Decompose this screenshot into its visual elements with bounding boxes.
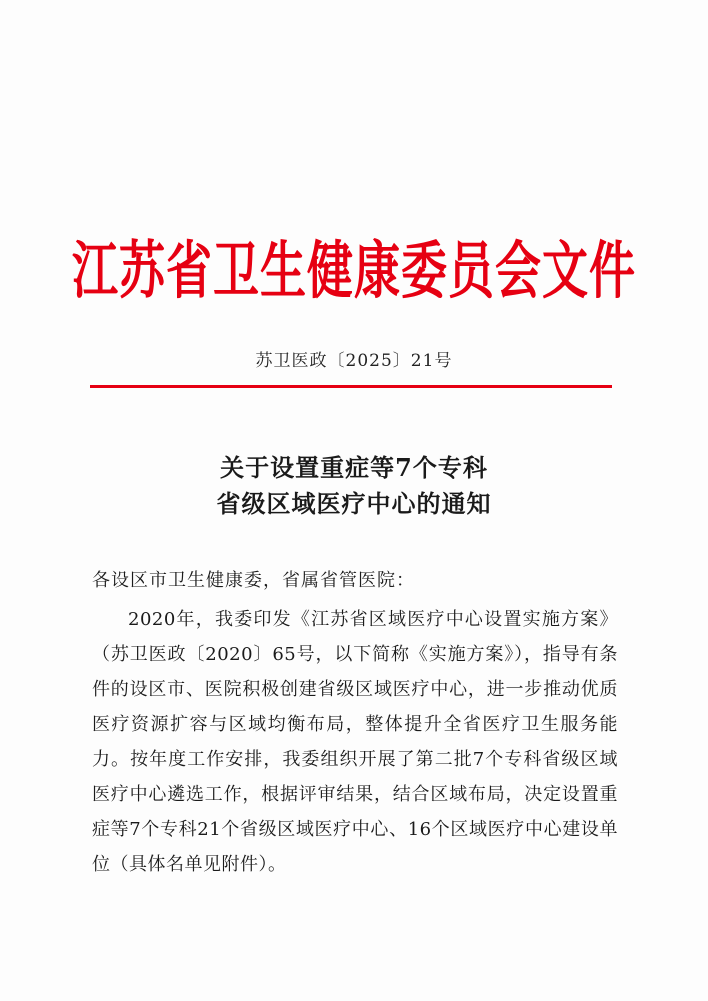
- notice-title: [0, 450, 708, 522]
- addressee: 各设区市卫生健康委，省属省管医院：: [92, 570, 415, 591]
- notice-title-line-1: 关于设置重症等7个专科: [220, 453, 488, 482]
- red-separator-line: [90, 385, 612, 388]
- notice-title-line-2: 省级区域医疗中心的通知: [216, 489, 492, 518]
- body-paragraph: 2020年，我委印发《江苏省区域医疗中心设置实施方案》（苏卫医政〔2020〕65号，以下简称《实施方案》），指导有条件的设区市、医院积极创建省级区域医疗中心，进一步推动优质医疗资源扩容与区域均衡布局，整体提升全省医疗卫生服务能力。按年度工作安排，我委组织开展了第二批7个专科省级区域医疗中心遴选工作，根据评审结果，结合区域布局，决定设置重症等7个专科21个省级区域医疗中心、16个区域医疗中心建设单位（具体名单见附件）。: [92, 609, 618, 875]
- document-number: 苏卫医政〔2025〕21号: [255, 351, 453, 371]
- issuing-authority-title: 江苏省卫生健康委员会文件: [72, 234, 636, 308]
